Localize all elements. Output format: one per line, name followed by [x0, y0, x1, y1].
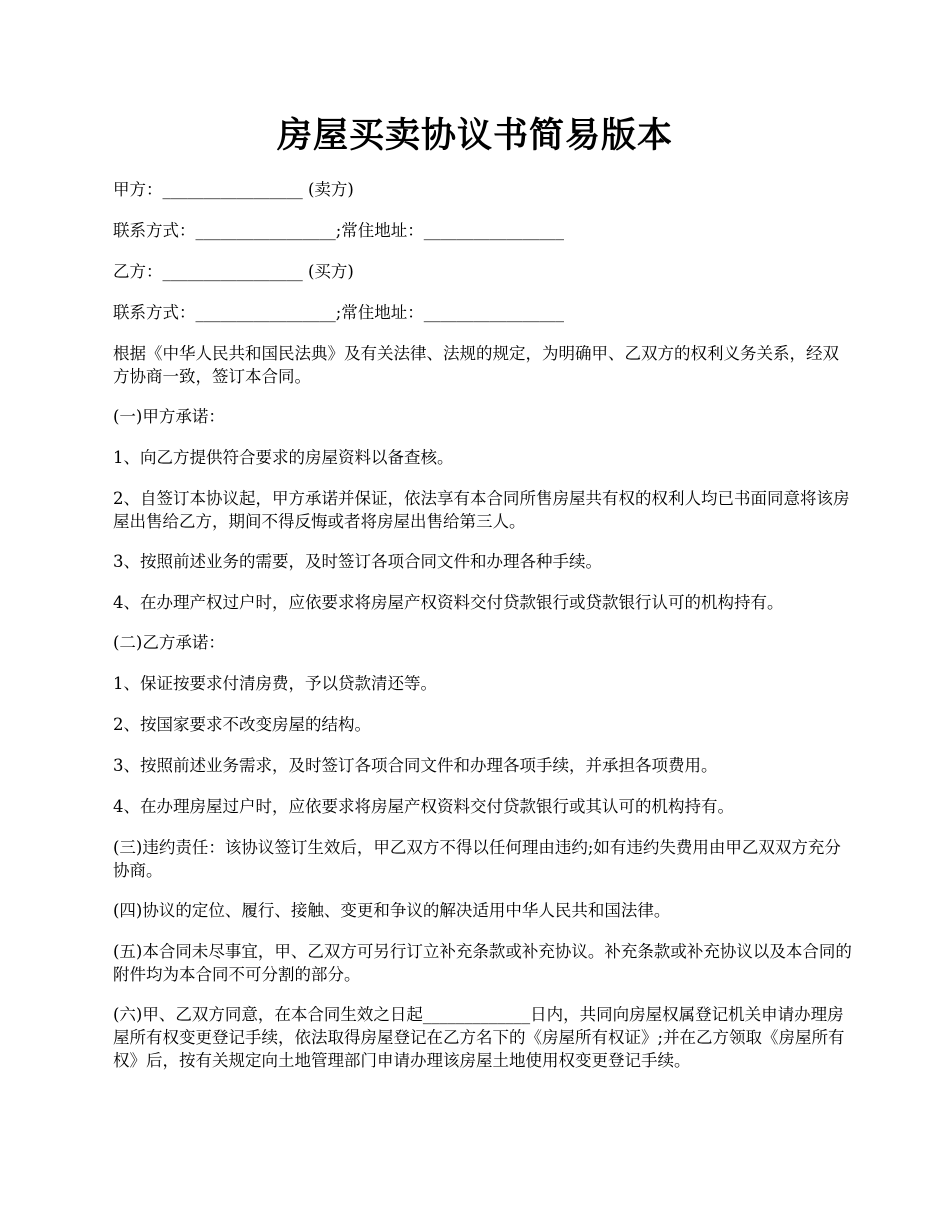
clause-b3: 3、按照前述业务需求，及时签订各项合同文件和办理各项手续，并承担各项费用。 [113, 756, 718, 775]
clause-b4: 4、在办理房屋过户时，应依要求将房屋产权资料交付贷款银行或其认可的机构持有。 [113, 797, 734, 816]
document-title: 房屋买卖协议书简易版本 [276, 115, 673, 156]
party-b-contact-line: 联系方式：_________________;常住地址：_________________ [113, 303, 565, 322]
clause-a1: 1、向乙方提供符合要求的房屋资料以备查核。 [113, 448, 454, 467]
document-body [113, 178, 853, 1089]
section-heading-party-b: (二)乙方承诺： [113, 633, 225, 652]
clause-a3: 3、按照前述业务的需要，及时签订各项合同文件和办理各种手续。 [113, 552, 602, 571]
section-heading-party-a: (一)甲方承诺： [113, 407, 225, 426]
clause-breach: (三)违约责任：该协议签订生效后，甲乙双方不得以任何理由违约;如有违约失费用由甲乙双双方充分协商。 [113, 838, 841, 880]
party-b-line: 乙方：_________________ (买方) [113, 262, 354, 281]
clause-supplement: (五)本合同未尽事宜，甲、乙双方可另行订立补充条款或补充协议。补充条款或补充协议以及本合同的附件均为本合同不可分割的部分。 [113, 942, 852, 984]
clause-governing-law: (四)协议的定位、履行、接触、变更和争议的解决适用中华人民共和国法律。 [113, 901, 671, 920]
party-a-contact-line: 联系方式：_________________;常住地址：_________________ [113, 221, 565, 240]
clause-b2: 2、按国家要求不改变房屋的结构。 [113, 715, 371, 734]
clause-a4: 4、在办理产权过户时，应依要求将房屋产权资料交付贷款银行或贷款银行认可的机构持有。 [113, 593, 784, 612]
preamble-paragraph: 根据《中华人民共和国民法典》及有关法律、法规的规定，为明确甲、乙双方的权利义务关系，经双方协商一致，签订本合同。 [113, 344, 839, 386]
party-a-line: 甲方：_________________ (卖方) [113, 180, 354, 199]
clause-a2: 2、自签订本协议起，甲方承诺并保证，依法享有本合同所售房屋共有权的权利人均已书面同意将该房屋出售给乙方，期间不得反悔或者将房屋出售给第三人。 [113, 489, 850, 531]
clause-b1: 1、保证按要求付清房费，予以贷款清还等。 [113, 674, 437, 693]
clause-registration: (六)甲、乙双方同意，在本合同生效之日起_____________日内，共同向房屋权属登记机关申请办理房屋所有权变更登记手续，依法取得房屋登记在乙方名下的《房屋所有权证》;并在乙方领取《房屋所有权》后，按有关规定向土地管理部门申请办理该房屋土地使用权变更登记手续。 [113, 1005, 845, 1070]
